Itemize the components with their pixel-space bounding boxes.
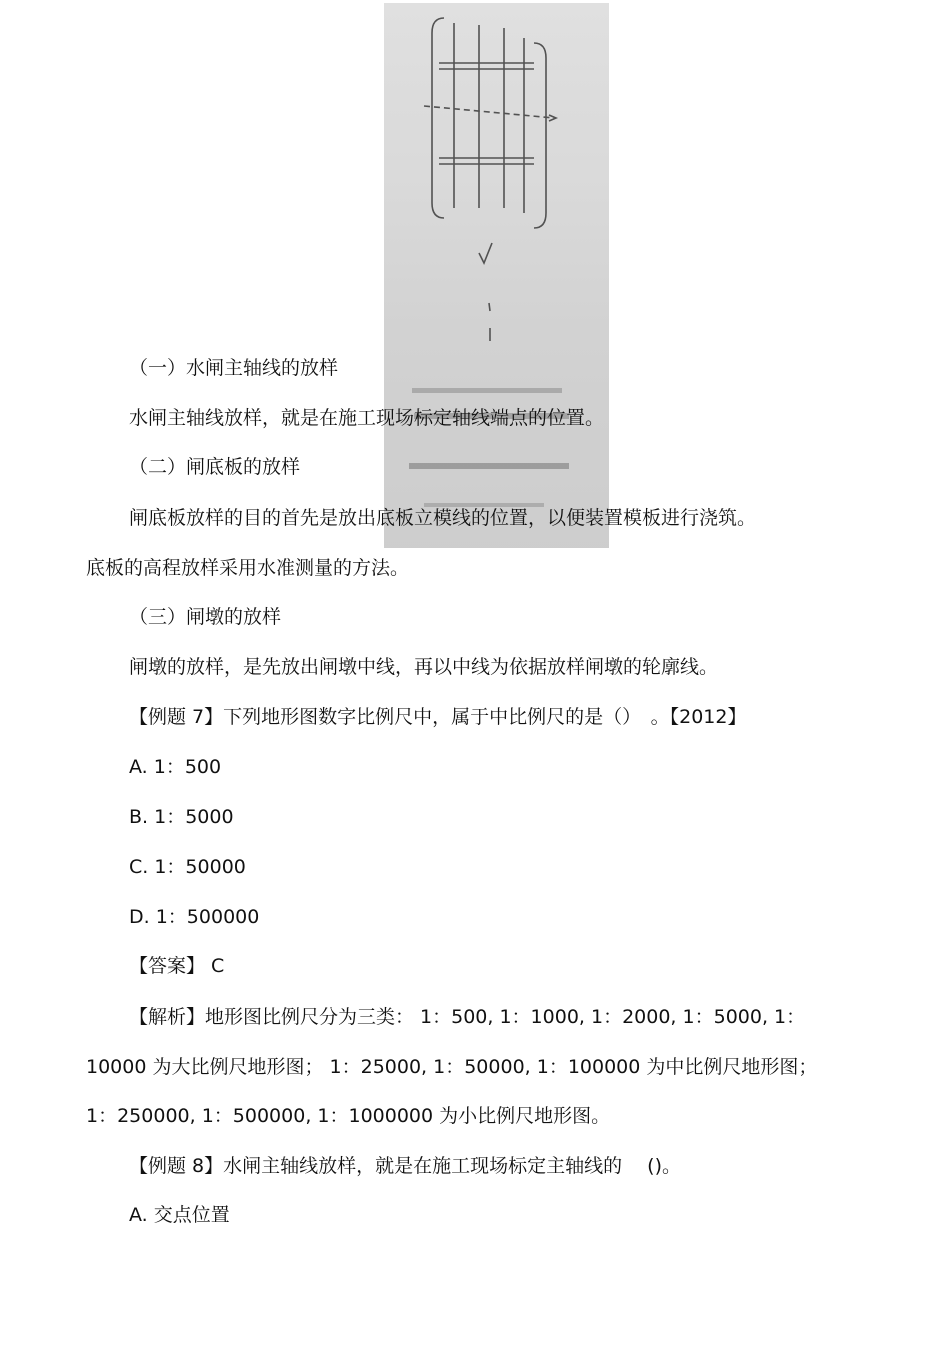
example-8-option-a: A. 交点位置 — [129, 1204, 230, 1226]
heading-base-plate: （二）闸底板的放样 — [129, 456, 301, 478]
example-7-analysis-line-1: 【解析】地形图比例尺分为三类： 1：500, 1：1000, 1：2000, 1：5000, 1： — [129, 1006, 806, 1028]
example-7-option-a: A. 1：500 — [129, 756, 222, 778]
example-7-option-c: C. 1：50000 — [129, 856, 246, 878]
sluice-layout-diagram-icon — [384, 3, 609, 548]
example-7-answer: 【答案】 C — [129, 955, 225, 977]
example-7-analysis-line-2: 10000 为大比例尺地形图； 1：25000, 1：50000, 1：100000 为中比例尺地形图； — [86, 1056, 818, 1078]
example-8-question: 【例题 8】水闸主轴线放样，就是在施工现场标定主轴线的 ()。 — [129, 1155, 681, 1177]
heading-pier: （三）闸墩的放样 — [129, 606, 282, 628]
heading-main-axis: （一）水闸主轴线的放样 — [129, 357, 339, 379]
example-7-question: 【例题 7】下列地形图数字比例尺中，属于中比例尺的是（） 。【2012】 — [129, 706, 747, 728]
example-7-analysis-line-3: 1：250000, 1：500000, 1：1000000 为小比例尺地形图。 — [86, 1105, 611, 1127]
sluice-layout-photo — [384, 3, 609, 548]
example-7-option-d: D. 1：500000 — [129, 906, 260, 928]
paragraph-base-plate-continued: 底板的高程放样采用水准测量的方法。 — [86, 557, 410, 579]
example-7-option-b: B. 1：5000 — [129, 806, 234, 828]
paragraph-main-axis: 水闸主轴线放样，就是在施工现场标定轴线端点的位置。 — [129, 407, 605, 429]
paragraph-pier: 闸墩的放样，是先放出闸墩中线，再以中线为依据放样闸墩的轮廓线。 — [129, 656, 719, 678]
paragraph-base-plate: 闸底板放样的目的首先是放出底板立模线的位置，以便装置模板进行浇筑。 — [129, 507, 757, 529]
